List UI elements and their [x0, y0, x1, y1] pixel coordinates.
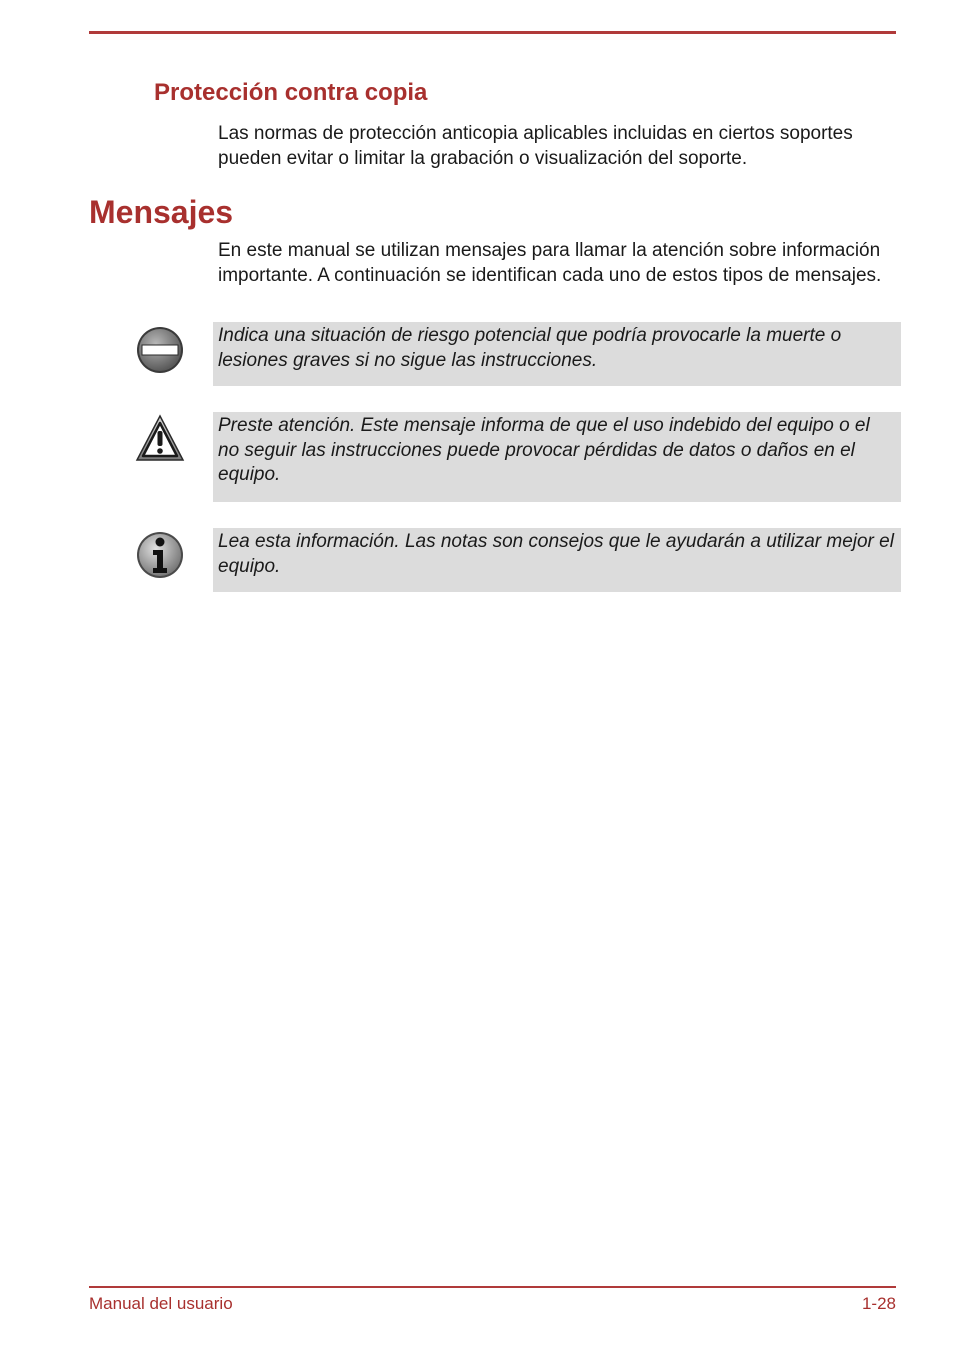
- chapter-heading: Mensajes: [89, 194, 234, 230]
- header-rule: [89, 31, 896, 34]
- warning-message-text: Preste atención. Este mensaje informa de que el uso indebido del equipo o el no seguir las instrucciones puede provocar pérdidas de datos o daños en el equipo.: [218, 415, 870, 485]
- chapter-paragraph: En este manual se utilizan mensajes para llamar la atención sobre información importante. A continuación se identifican cada uno de estos tipos de mensajes.: [218, 240, 882, 286]
- section-paragraph: Las normas de protección anticopia aplicables incluidas en ciertos soportes pueden evitar o limitar la grabación o visualización del soporte.: [218, 123, 853, 169]
- danger-message-text: Indica una situación de riesgo potencial que podría provocarle la muerte o lesiones graves si no sigue las instrucciones.: [218, 325, 842, 371]
- footer-page-number: 1-28: [861, 1294, 896, 1313]
- footer-rule: [89, 1286, 896, 1288]
- info-icon: [135, 530, 185, 580]
- note-message-text: Lea esta información. Las notas son consejos que le ayudarán a utilizar mejor el equipo.: [218, 531, 894, 577]
- warning-message-box: [213, 412, 901, 502]
- note-message-box: [213, 528, 901, 592]
- section-heading: Protección contra copia: [154, 79, 428, 106]
- no-entry-icon: [135, 325, 185, 375]
- danger-message-box: [213, 322, 901, 386]
- warning-triangle-icon: [135, 414, 185, 464]
- footer-manual-title: Manual del usuario: [89, 1294, 233, 1313]
